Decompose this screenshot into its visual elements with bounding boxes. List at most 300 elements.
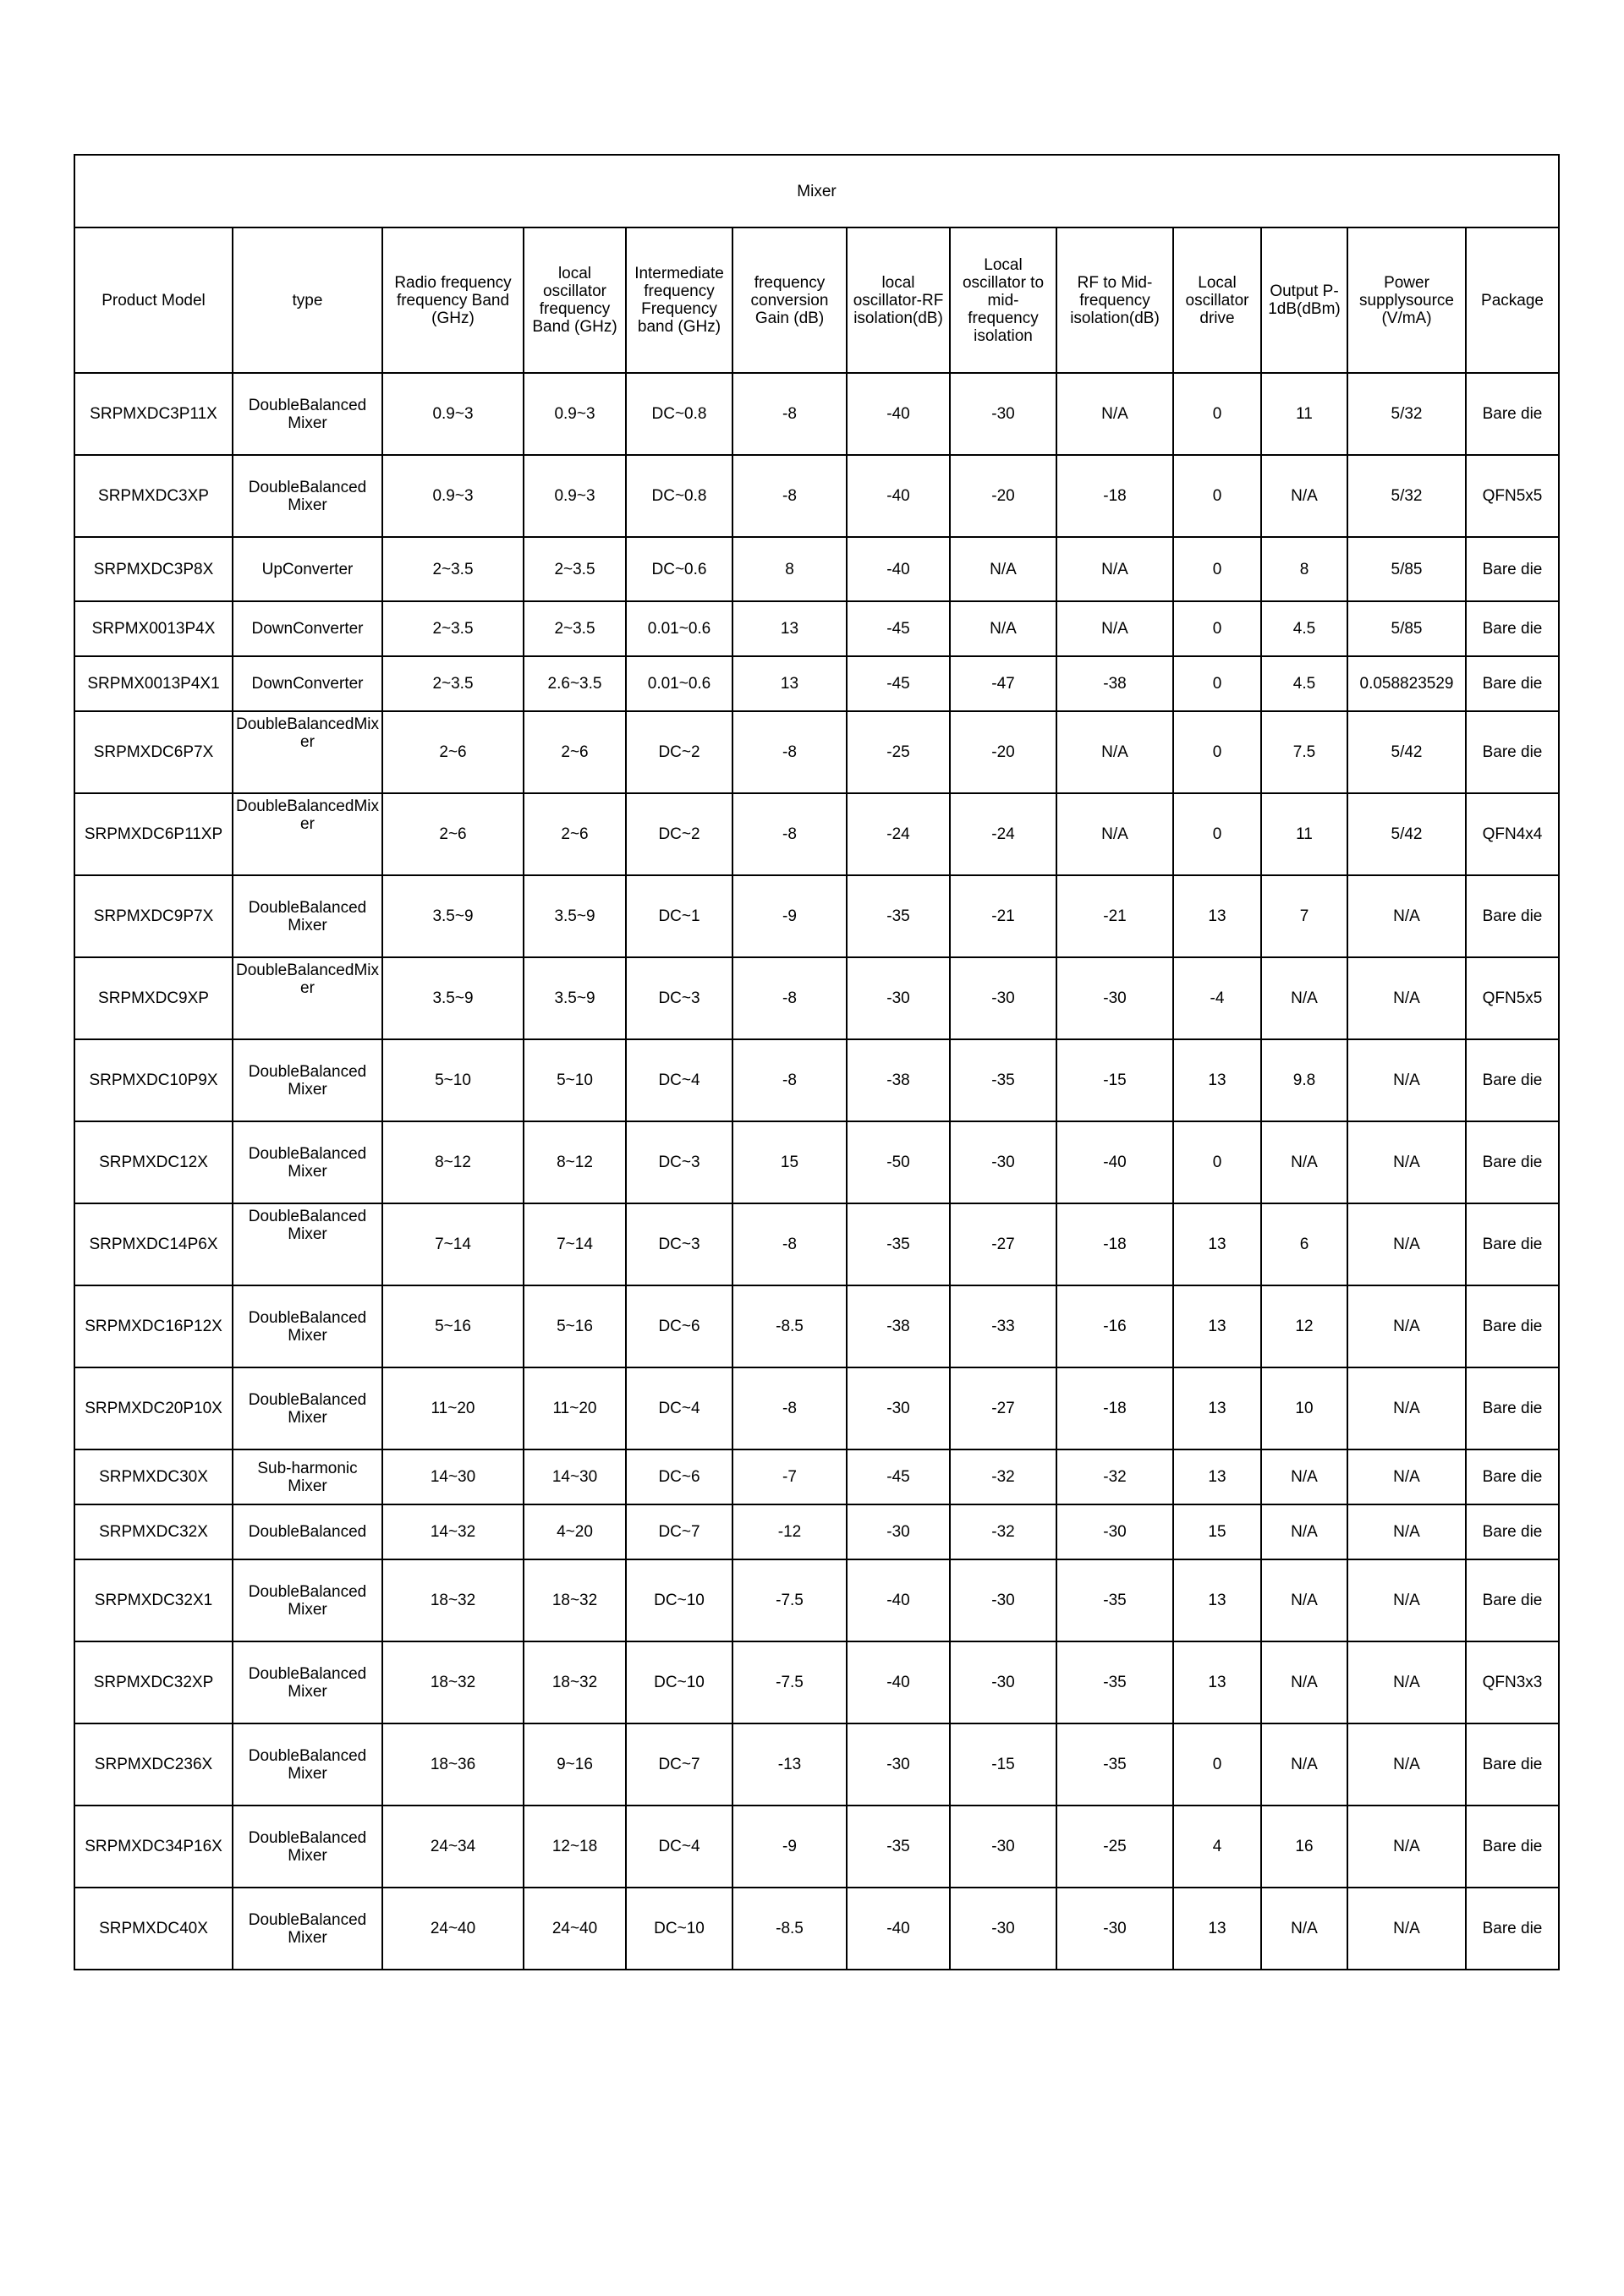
- table-row: [74, 957, 1559, 1039]
- col-header-output-p1db: Output P-1dB(dBm): [1261, 227, 1347, 373]
- table-cell: 5~16: [524, 1285, 626, 1367]
- table-cell: DC~10: [626, 1641, 732, 1723]
- table-cell: Bare die: [1466, 1039, 1559, 1121]
- table-cell: N/A: [1056, 537, 1173, 601]
- table-cell: 14~30: [524, 1449, 626, 1504]
- table-cell: -30: [950, 1121, 1056, 1203]
- table-body: [74, 373, 1559, 1970]
- type-cell: DoubleBalancedMixer: [233, 711, 382, 793]
- table-row: [74, 875, 1559, 957]
- table-cell: -9: [732, 875, 847, 957]
- product-model-cell: SRPMXDC12X: [74, 1121, 233, 1203]
- type-cell: DoubleBalanced Mixer: [233, 1121, 382, 1203]
- col-header-rf-band: Radio frequency frequency Band (GHz): [382, 227, 524, 373]
- type-cell: UpConverter: [233, 537, 382, 601]
- table-cell: -38: [847, 1039, 950, 1121]
- table-cell: 13: [1173, 1888, 1261, 1970]
- table-cell: Bare die: [1466, 1367, 1559, 1449]
- table-cell: 14~32: [382, 1504, 524, 1559]
- table-row: [74, 1641, 1559, 1723]
- product-model-cell: SRPMXDC3P8X: [74, 537, 233, 601]
- table-cell: 18~32: [524, 1559, 626, 1641]
- table-row: [74, 1723, 1559, 1806]
- col-header-conversion-gain: frequency conversion Gain (dB): [732, 227, 847, 373]
- product-model-cell: SRPMXDC6P7X: [74, 711, 233, 793]
- table-cell: -35: [1056, 1559, 1173, 1641]
- table-cell: 5/42: [1347, 793, 1466, 875]
- table-cell: DC~0.8: [626, 373, 732, 455]
- table-cell: N/A: [1347, 1504, 1466, 1559]
- table-cell: N/A: [1056, 793, 1173, 875]
- table-cell: N/A: [1261, 1723, 1347, 1806]
- table-cell: N/A: [1261, 1121, 1347, 1203]
- table-cell: -9: [732, 1806, 847, 1888]
- table-cell: -20: [950, 455, 1056, 537]
- table-cell: 7.5: [1261, 711, 1347, 793]
- product-model-cell: SRPMXDC16P12X: [74, 1285, 233, 1367]
- table-row: [74, 656, 1559, 711]
- table-cell: 12: [1261, 1285, 1347, 1367]
- table-cell: 13: [1173, 1559, 1261, 1641]
- type-cell: DoubleBalanced Mixer: [233, 1285, 382, 1367]
- table-cell: DC~4: [626, 1806, 732, 1888]
- table-cell: 5/32: [1347, 373, 1466, 455]
- table-cell: Bare die: [1466, 1723, 1559, 1806]
- product-model-cell: SRPMXDC14P6X: [74, 1203, 233, 1285]
- table-cell: N/A: [1347, 957, 1466, 1039]
- table-cell: Bare die: [1466, 1449, 1559, 1504]
- table-cell: 8~12: [382, 1121, 524, 1203]
- table-cell: N/A: [1261, 455, 1347, 537]
- type-cell: Sub-harmonic Mixer: [233, 1449, 382, 1504]
- table-row: [74, 455, 1559, 537]
- table-cell: 24~34: [382, 1806, 524, 1888]
- col-header-lo-if-isolation: Local oscillator to mid-frequency isolation: [950, 227, 1056, 373]
- table-cell: 13: [1173, 1367, 1261, 1449]
- table-cell: 18~32: [382, 1559, 524, 1641]
- table-cell: 7~14: [524, 1203, 626, 1285]
- table-cell: -40: [847, 455, 950, 537]
- table-cell: 12~18: [524, 1806, 626, 1888]
- table-cell: -15: [1056, 1039, 1173, 1121]
- table-cell: N/A: [1347, 1723, 1466, 1806]
- table-cell: 2~3.5: [524, 601, 626, 656]
- table-cell: -8: [732, 1367, 847, 1449]
- product-model-cell: SRPMXDC40X: [74, 1888, 233, 1970]
- table-cell: 11: [1261, 793, 1347, 875]
- table-cell: -13: [732, 1723, 847, 1806]
- table-cell: -16: [1056, 1285, 1173, 1367]
- type-cell: DoubleBalancedMixer: [233, 957, 382, 1039]
- table-cell: DC~10: [626, 1888, 732, 1970]
- type-cell: DoubleBalanced Mixer: [233, 455, 382, 537]
- table-cell: 5~10: [524, 1039, 626, 1121]
- table-cell: 0: [1173, 656, 1261, 711]
- type-cell: DoubleBalanced Mixer: [233, 1723, 382, 1806]
- table-cell: 13: [1173, 1285, 1261, 1367]
- table-cell: -8: [732, 373, 847, 455]
- table-cell: N/A: [1056, 373, 1173, 455]
- table-row: [74, 1203, 1559, 1285]
- table-cell: 13: [1173, 1203, 1261, 1285]
- type-cell: DoubleBalancedMixer: [233, 793, 382, 875]
- table-cell: -30: [950, 1888, 1056, 1970]
- table-cell: 7: [1261, 875, 1347, 957]
- type-cell: DoubleBalanced Mixer: [233, 1888, 382, 1970]
- table-cell: N/A: [950, 537, 1056, 601]
- table-cell: 10: [1261, 1367, 1347, 1449]
- table-cell: -32: [950, 1449, 1056, 1504]
- type-cell: DoubleBalanced Mixer: [233, 875, 382, 957]
- table-cell: -21: [1056, 875, 1173, 957]
- table-cell: DC~4: [626, 1039, 732, 1121]
- table-cell: -15: [950, 1723, 1056, 1806]
- table-row: [74, 1367, 1559, 1449]
- table-cell: 0: [1173, 601, 1261, 656]
- table-cell: 13: [732, 601, 847, 656]
- table-cell: -40: [847, 1888, 950, 1970]
- table-cell: QFN5x5: [1466, 957, 1559, 1039]
- table-row: [74, 1121, 1559, 1203]
- table-cell: 8: [1261, 537, 1347, 601]
- table-cell: 3.5~9: [382, 957, 524, 1039]
- table-cell: QFN5x5: [1466, 455, 1559, 537]
- table-cell: DC~4: [626, 1367, 732, 1449]
- table-cell: -25: [1056, 1806, 1173, 1888]
- table-cell: Bare die: [1466, 1806, 1559, 1888]
- product-model-cell: SRPMXDC236X: [74, 1723, 233, 1806]
- mixer-spec-sheet: [74, 154, 1558, 1970]
- table-cell: -8: [732, 957, 847, 1039]
- table-cell: DC~10: [626, 1559, 732, 1641]
- table-cell: -35: [1056, 1723, 1173, 1806]
- table-cell: 6: [1261, 1203, 1347, 1285]
- table-cell: 18~36: [382, 1723, 524, 1806]
- table-cell: 2~3.5: [382, 537, 524, 601]
- table-cell: -27: [950, 1367, 1056, 1449]
- table-cell: Bare die: [1466, 1121, 1559, 1203]
- table-cell: 8: [732, 537, 847, 601]
- table-cell: 18~32: [382, 1641, 524, 1723]
- table-cell: DC~2: [626, 711, 732, 793]
- table-cell: 4: [1173, 1806, 1261, 1888]
- table-cell: 11~20: [524, 1367, 626, 1449]
- table-cell: -30: [1056, 1504, 1173, 1559]
- table-cell: Bare die: [1466, 1888, 1559, 1970]
- table-cell: -7: [732, 1449, 847, 1504]
- table-cell: -30: [950, 1559, 1056, 1641]
- table-cell: -30: [847, 1504, 950, 1559]
- table-cell: 3.5~9: [524, 957, 626, 1039]
- table-cell: -18: [1056, 1367, 1173, 1449]
- table-cell: -33: [950, 1285, 1056, 1367]
- table-cell: N/A: [1347, 1039, 1466, 1121]
- table-cell: -35: [847, 875, 950, 957]
- table-cell: -45: [847, 1449, 950, 1504]
- table-cell: -35: [950, 1039, 1056, 1121]
- table-cell: N/A: [1261, 1559, 1347, 1641]
- table-cell: Bare die: [1466, 711, 1559, 793]
- table-cell: 2~3.5: [382, 656, 524, 711]
- table-cell: -4: [1173, 957, 1261, 1039]
- table-cell: -27: [950, 1203, 1056, 1285]
- table-cell: 0.01~0.6: [626, 656, 732, 711]
- table-cell: -47: [950, 656, 1056, 711]
- table-cell: -40: [847, 537, 950, 601]
- table-row: [74, 601, 1559, 656]
- type-cell: DoubleBalanced Mixer: [233, 1559, 382, 1641]
- table-cell: 13: [1173, 875, 1261, 957]
- table-cell: Bare die: [1466, 537, 1559, 601]
- table-row: [74, 711, 1559, 793]
- table-cell: DC~6: [626, 1449, 732, 1504]
- table-cell: -24: [950, 793, 1056, 875]
- table-cell: 2~3.5: [382, 601, 524, 656]
- table-cell: -40: [1056, 1121, 1173, 1203]
- table-cell: DC~7: [626, 1504, 732, 1559]
- table-cell: 24~40: [382, 1888, 524, 1970]
- product-model-cell: SRPMXDC20P10X: [74, 1367, 233, 1449]
- table-cell: 0.9~3: [524, 373, 626, 455]
- table-cell: 9.8: [1261, 1039, 1347, 1121]
- table-cell: 15: [732, 1121, 847, 1203]
- type-cell: DoubleBalanced Mixer: [233, 1203, 382, 1285]
- table-row: [74, 1504, 1559, 1559]
- table-row: [74, 1285, 1559, 1367]
- mixer-spec-table: [74, 154, 1560, 1970]
- table-cell: 0.01~0.6: [626, 601, 732, 656]
- type-cell: DoubleBalanced Mixer: [233, 1806, 382, 1888]
- table-cell: 2.6~3.5: [524, 656, 626, 711]
- table-cell: -40: [847, 373, 950, 455]
- table-cell: Bare die: [1466, 601, 1559, 656]
- col-header-lo-band: local oscillator frequency Band (GHz): [524, 227, 626, 373]
- table-cell: 5~10: [382, 1039, 524, 1121]
- table-cell: 18~32: [524, 1641, 626, 1723]
- table-cell: DC~0.8: [626, 455, 732, 537]
- table-cell: Bare die: [1466, 1203, 1559, 1285]
- table-cell: N/A: [1347, 1285, 1466, 1367]
- table-cell: 2~6: [382, 711, 524, 793]
- table-cell: N/A: [1347, 875, 1466, 957]
- product-model-cell: SRPMXDC3XP: [74, 455, 233, 537]
- table-cell: 5/85: [1347, 601, 1466, 656]
- table-cell: -30: [950, 1806, 1056, 1888]
- table-cell: N/A: [1261, 1641, 1347, 1723]
- table-cell: 5~16: [382, 1285, 524, 1367]
- table-cell: N/A: [1261, 1888, 1347, 1970]
- table-cell: QFN4x4: [1466, 793, 1559, 875]
- table-cell: 2~6: [524, 793, 626, 875]
- table-cell: -40: [847, 1641, 950, 1723]
- product-model-cell: SRPMXDC3P11X: [74, 373, 233, 455]
- table-row: [74, 1449, 1559, 1504]
- table-cell: 8~12: [524, 1121, 626, 1203]
- table-cell: N/A: [1347, 1806, 1466, 1888]
- table-cell: 14~30: [382, 1449, 524, 1504]
- table-cell: 13: [1173, 1641, 1261, 1723]
- table-cell: 3.5~9: [524, 875, 626, 957]
- table-cell: N/A: [1056, 711, 1173, 793]
- col-header-rf-if-isolation: RF to Mid-frequency isolation(dB): [1056, 227, 1173, 373]
- col-header-if-band: Intermediate frequency Frequency band (GHz): [626, 227, 732, 373]
- type-cell: DoubleBalanced Mixer: [233, 1367, 382, 1449]
- table-cell: -8: [732, 793, 847, 875]
- table-cell: 0: [1173, 1723, 1261, 1806]
- table-cell: -45: [847, 656, 950, 711]
- product-model-cell: SRPMXDC32X1: [74, 1559, 233, 1641]
- table-row: [74, 1888, 1559, 1970]
- table-cell: 5/85: [1347, 537, 1466, 601]
- table-cell: N/A: [1261, 1449, 1347, 1504]
- table-cell: DC~7: [626, 1723, 732, 1806]
- table-cell: 13: [1173, 1039, 1261, 1121]
- table-row: [74, 537, 1559, 601]
- table-cell: Bare die: [1466, 656, 1559, 711]
- table-cell: DC~3: [626, 957, 732, 1039]
- table-cell: -8: [732, 1039, 847, 1121]
- table-cell: -24: [847, 793, 950, 875]
- table-cell: 0.9~3: [524, 455, 626, 537]
- table-row: [74, 793, 1559, 875]
- table-cell: 13: [1173, 1449, 1261, 1504]
- table-cell: N/A: [1347, 1449, 1466, 1504]
- table-cell: -8.5: [732, 1888, 847, 1970]
- table-cell: 2~6: [382, 793, 524, 875]
- table-cell: 9~16: [524, 1723, 626, 1806]
- table-cell: 0.058823529: [1347, 656, 1466, 711]
- product-model-cell: SRPMXDC9P7X: [74, 875, 233, 957]
- table-cell: QFN3x3: [1466, 1641, 1559, 1723]
- table-cell: DC~1: [626, 875, 732, 957]
- table-cell: -38: [847, 1285, 950, 1367]
- table-row: [74, 1559, 1559, 1641]
- table-cell: Bare die: [1466, 1504, 1559, 1559]
- table-cell: N/A: [1347, 1367, 1466, 1449]
- table-cell: -18: [1056, 455, 1173, 537]
- table-cell: 0: [1173, 793, 1261, 875]
- table-cell: 2~6: [524, 711, 626, 793]
- col-header-package: Package: [1466, 227, 1559, 373]
- col-header-lo-rf-isolation: local oscillator-RF isolation(dB): [847, 227, 950, 373]
- product-model-cell: SRPMXDC32X: [74, 1504, 233, 1559]
- table-cell: N/A: [1056, 601, 1173, 656]
- table-cell: -30: [847, 957, 950, 1039]
- table-cell: -50: [847, 1121, 950, 1203]
- type-cell: DoubleBalanced Mixer: [233, 373, 382, 455]
- table-cell: N/A: [1347, 1559, 1466, 1641]
- table-cell: N/A: [1347, 1888, 1466, 1970]
- table-cell: -30: [1056, 957, 1173, 1039]
- table-cell: 0: [1173, 1121, 1261, 1203]
- table-cell: 0: [1173, 455, 1261, 537]
- table-cell: 4.5: [1261, 601, 1347, 656]
- table-cell: 0.9~3: [382, 455, 524, 537]
- table-cell: 16: [1261, 1806, 1347, 1888]
- table-cell: 5/32: [1347, 455, 1466, 537]
- table-cell: 7~14: [382, 1203, 524, 1285]
- table-cell: N/A: [950, 601, 1056, 656]
- product-model-cell: SRPMX0013P4X1: [74, 656, 233, 711]
- table-cell: 24~40: [524, 1888, 626, 1970]
- table-cell: -38: [1056, 656, 1173, 711]
- table-cell: -30: [847, 1723, 950, 1806]
- type-cell: DownConverter: [233, 601, 382, 656]
- table-cell: 5/42: [1347, 711, 1466, 793]
- table-cell: 3.5~9: [382, 875, 524, 957]
- table-cell: DC~3: [626, 1121, 732, 1203]
- table-cell: N/A: [1261, 1504, 1347, 1559]
- table-cell: 4~20: [524, 1504, 626, 1559]
- type-cell: DownConverter: [233, 656, 382, 711]
- product-model-cell: SRPMXDC6P11XP: [74, 793, 233, 875]
- table-cell: -12: [732, 1504, 847, 1559]
- product-model-cell: SRPMXDC30X: [74, 1449, 233, 1504]
- type-cell: DoubleBalanced: [233, 1504, 382, 1559]
- table-cell: -30: [950, 373, 1056, 455]
- table-cell: DC~0.6: [626, 537, 732, 601]
- table-cell: 11~20: [382, 1367, 524, 1449]
- type-cell: DoubleBalanced Mixer: [233, 1039, 382, 1121]
- table-cell: Bare die: [1466, 1285, 1559, 1367]
- table-cell: -8.5: [732, 1285, 847, 1367]
- type-cell: DoubleBalanced Mixer: [233, 1641, 382, 1723]
- table-title: Mixer: [74, 155, 1559, 227]
- table-cell: -30: [950, 957, 1056, 1039]
- table-cell: -21: [950, 875, 1056, 957]
- table-cell: -30: [950, 1641, 1056, 1723]
- table-row: [74, 1039, 1559, 1121]
- table-cell: -32: [950, 1504, 1056, 1559]
- table-cell: 13: [732, 656, 847, 711]
- column-header-row: [74, 227, 1559, 373]
- table-cell: Bare die: [1466, 875, 1559, 957]
- table-cell: DC~6: [626, 1285, 732, 1367]
- col-header-lo-drive: Local oscillator drive: [1173, 227, 1261, 373]
- table-row: [74, 1806, 1559, 1888]
- table-cell: N/A: [1347, 1641, 1466, 1723]
- table-cell: -45: [847, 601, 950, 656]
- table-cell: DC~3: [626, 1203, 732, 1285]
- product-model-cell: SRPMXDC34P16X: [74, 1806, 233, 1888]
- product-model-cell: SRPMXDC10P9X: [74, 1039, 233, 1121]
- col-header-power-supply: Power supplysource (V/mA): [1347, 227, 1466, 373]
- product-model-cell: SRPMXDC32XP: [74, 1641, 233, 1723]
- table-cell: 11: [1261, 373, 1347, 455]
- table-cell: 0: [1173, 373, 1261, 455]
- table-cell: N/A: [1261, 957, 1347, 1039]
- table-cell: Bare die: [1466, 1559, 1559, 1641]
- table-cell: Bare die: [1466, 373, 1559, 455]
- table-cell: -25: [847, 711, 950, 793]
- table-cell: -8: [732, 711, 847, 793]
- table-cell: -7.5: [732, 1641, 847, 1723]
- table-cell: -40: [847, 1559, 950, 1641]
- table-cell: -7.5: [732, 1559, 847, 1641]
- table-cell: 0: [1173, 537, 1261, 601]
- table-cell: N/A: [1347, 1203, 1466, 1285]
- table-cell: -30: [847, 1367, 950, 1449]
- col-header-type: type: [233, 227, 382, 373]
- table-cell: 0.9~3: [382, 373, 524, 455]
- table-cell: 2~3.5: [524, 537, 626, 601]
- product-model-cell: SRPMXDC9XP: [74, 957, 233, 1039]
- product-model-cell: SRPMX0013P4X: [74, 601, 233, 656]
- table-cell: -35: [1056, 1641, 1173, 1723]
- table-cell: -8: [732, 455, 847, 537]
- table-cell: -18: [1056, 1203, 1173, 1285]
- table-cell: -30: [1056, 1888, 1173, 1970]
